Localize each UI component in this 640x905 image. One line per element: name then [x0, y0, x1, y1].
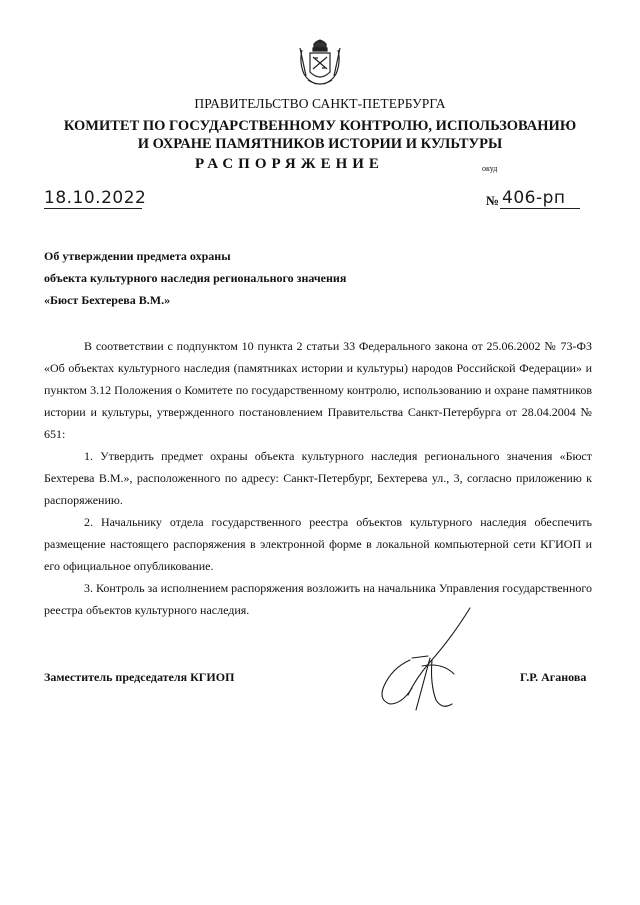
- committee-name: [0, 117, 640, 153]
- item-2-paragraph: 2. Начальнику отдела государственного реестра объектов культурного наследия обеспечить размещение настоящего распоряжения в электронной форме в локальной компьютерной сети КГИОП и его официальное опубликование.: [44, 515, 592, 573]
- okud-label: окуд: [482, 164, 498, 173]
- item-1-paragraph: 1. Утвердить предмет охраны объекта культурного наследия регионального значения «Бюст Бехтерева В.М.», расположенного по адресу: Санкт-Петербург, Бехтерева ул., 3, согласно приложению к распоряжению.: [44, 449, 592, 507]
- committee-name-line1: КОМИТЕТ ПО ГОСУДАРСТВЕННОМУ КОНТРОЛЮ, ИСПОЛЬЗОВАНИЮ: [63, 118, 577, 134]
- item-3-paragraph: 3. Контроль за исполнением распоряжения возложить на начальника Управления государственного реестра объектов культурного наследия.: [44, 581, 592, 617]
- subject-line3: «Бюст Бехтерева В.М.»: [44, 293, 171, 307]
- coat-of-arms-emblem: [296, 36, 344, 90]
- government-name: ПРАВИТЕЛЬСТВО САНКТ-ПЕТЕРБУРГА: [194, 96, 446, 111]
- signatory-name: Г.Р. Аганова: [520, 670, 587, 684]
- handwritten-signature: [370, 600, 480, 720]
- preamble-paragraph: В соответствии с подпунктом 10 пункта 2 статьи 33 Федерального закона от 25.06.2002 № 73-ФЗ «Об объектах культурного наследия (памятниках истории и культуры) народов Российской Федерации» и пунктом 3.12 Положения о Комитете по государственному контролю, использованию и охране памятников истории и культуры, утвержденного постановлением Правительства Санкт-Петербурга от 28.04.2004 № 651:: [44, 339, 592, 441]
- date-underline: [44, 208, 142, 209]
- document-type-title: РАСПОРЯЖЕНИЕ: [195, 156, 384, 172]
- document-body: [44, 335, 592, 621]
- document-subject: [44, 245, 346, 311]
- document-date: 18.10.2022: [44, 188, 147, 208]
- subject-line1: Об утверждении предмета охраны: [44, 249, 231, 263]
- signatory-role: Заместитель председателя КГИОП: [44, 670, 235, 684]
- committee-name-line2: И ОХРАНЕ ПАМЯТНИКОВ ИСТОРИИ И КУЛЬТУРЫ: [137, 136, 503, 152]
- subject-line2: объекта культурного наследия регионального значения: [44, 271, 347, 285]
- number-underline: [500, 208, 580, 209]
- number-label: №: [486, 193, 500, 208]
- document-number: 406-рп: [502, 188, 566, 208]
